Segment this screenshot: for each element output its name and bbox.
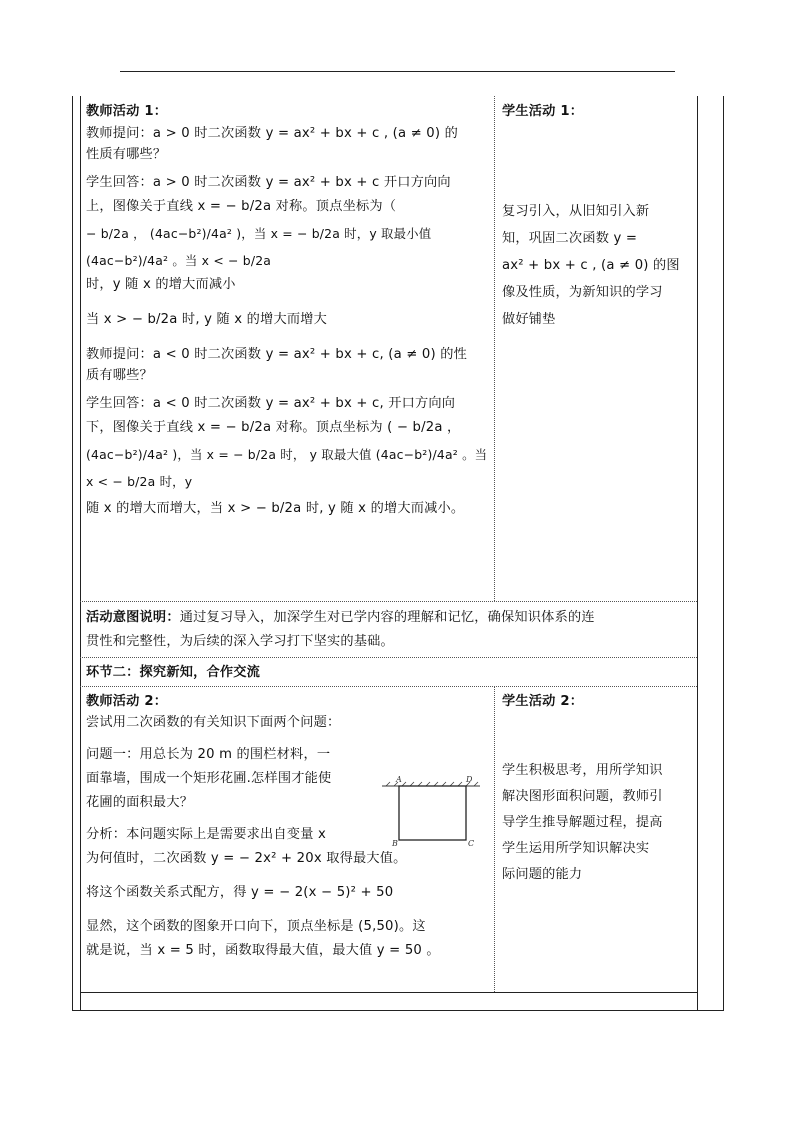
column-divider-2 xyxy=(494,686,495,992)
student-activity-1-title: 学生活动 1： xyxy=(502,104,584,119)
text-line: 像及性质，为新知识的学习 xyxy=(502,285,663,300)
fence-rectangle xyxy=(399,786,466,840)
row-separator xyxy=(80,686,697,687)
garden-figure xyxy=(380,772,485,852)
text-line: 当 x > − b/2a 时, y 随 x 的增大而增大 xyxy=(86,312,328,327)
text-line: 解决图形面积问题，教师引 xyxy=(502,789,663,804)
text-line: 质有哪些？ xyxy=(86,368,153,383)
row-separator xyxy=(80,992,697,993)
text-line: 分析：本问题实际上是需要求出自变量 x xyxy=(86,827,326,842)
text-line: 学生回答：a > 0 时二次函数 y = ax² + bx + c 开口方向向 xyxy=(86,175,451,190)
student-activity-2-title: 学生活动 2： xyxy=(502,694,584,709)
text-line: (4ac−b²)/4a² )，当 x = − b/2a 时， y 取最大值 (4ac−b²)/4a² 。当 x < − b/2a 时，y xyxy=(86,447,488,489)
teacher-activity-1-title: 教师活动 1： xyxy=(86,104,168,119)
text-line: 就是说，当 x = 5 时，函数取得最大值，最大值 y = 50 。 xyxy=(86,943,440,958)
text-line: 教师提问：a > 0 时二次函数 y = ax² + bx + c , (a ≠ 0) 的 xyxy=(86,126,459,141)
teacher-activity-2-title: 教师活动 2： xyxy=(86,694,168,709)
student-activity-1 xyxy=(502,101,692,333)
row-separator xyxy=(80,601,697,602)
text-line: − b/2a ， (4ac−b²)/4a² )，当 x = − b/2a 时，y 取最小值 (4ac−b²)/4a² 。当 x < − b/2a xyxy=(86,226,432,268)
vertex-label-c: C xyxy=(468,839,475,848)
header-rule xyxy=(120,71,675,72)
text-line: 尝试用二次函数的有关知识下面两个问题： xyxy=(86,715,341,730)
text-line: 随 x 的增大而增大，当 x > − b/2a 时, y 随 x 的增大而减小。 xyxy=(86,501,465,516)
text-line: 学生回答：a < 0 时二次函数 y = ax² + bx + c, 开口方向向 xyxy=(86,396,456,411)
text-line: 问题一：用总长为 20 m 的围栏材料，一 xyxy=(86,747,331,762)
text-line: 显然，这个函数的图象开口向下，顶点坐标是 (5,50)。这 xyxy=(86,919,426,934)
activity-intent xyxy=(86,606,692,654)
text-line: 上，图像关于直线 x = − b/2a 对称。顶点坐标为（ xyxy=(86,199,397,214)
row-separator xyxy=(80,657,697,658)
text-line: 学生积极思考，用所学知识 xyxy=(502,763,663,778)
text-line: 知，巩固二次函数 y = xyxy=(502,231,638,246)
activity-intent-label: 活动意图说明： xyxy=(86,610,180,625)
text-line: 教师提问：a < 0 时二次函数 y = ax² + bx + c, (a ≠ 0) 的性 xyxy=(86,347,468,362)
text-line: 复习引入，从旧知引入新 xyxy=(502,204,650,219)
vertex-label-d: D xyxy=(466,775,473,784)
vertex-label-b: B xyxy=(392,839,398,848)
text-line: 花圃的面积最大？ xyxy=(86,795,194,810)
text-line: 学生运用所学知识解决实 xyxy=(502,841,650,856)
column-divider-1 xyxy=(494,96,495,601)
inner-left-border xyxy=(80,96,81,1010)
student-activity-2 xyxy=(502,691,692,888)
inner-right-border xyxy=(697,96,698,1010)
activity-intent-text: 贯性和完整性，为后续的深入学习打下坚实的基础。 xyxy=(86,634,394,649)
vertex-label-a: A xyxy=(396,775,402,784)
text-line: ax² + bx + c , (a ≠ 0) 的图 xyxy=(502,258,680,273)
activity-intent-text: 通过复习导入，加深学生对已学内容的理解和记忆，确保知识体系的连 xyxy=(179,610,595,625)
text-line: 将这个函数关系式配方，得 y = − 2(x − 5)² + 50 xyxy=(86,885,394,900)
stage-heading: 环节二：探究新知，合作交流 xyxy=(86,665,261,680)
text-line: 做好铺垫 xyxy=(502,312,556,327)
text-line: 下，图像关于直线 x = − b/2a 对称。顶点坐标为 ( − b/2a ， xyxy=(86,420,461,435)
text-line: 面靠墙，围成一个矩形花圃.怎样围才能使 xyxy=(86,771,332,786)
teacher-activity-1 xyxy=(86,101,491,522)
text-line: 性质有哪些？ xyxy=(86,147,167,162)
text-line: 导学生推导解题过程，提高 xyxy=(502,815,663,830)
text-line: 时，y 随 x 的增大而减小 xyxy=(86,277,236,292)
text-line: 为何值时，二次函数 y = − 2x² + 20x 取得最大值。 xyxy=(86,851,407,866)
text-line: 际问题的能力 xyxy=(502,867,583,882)
